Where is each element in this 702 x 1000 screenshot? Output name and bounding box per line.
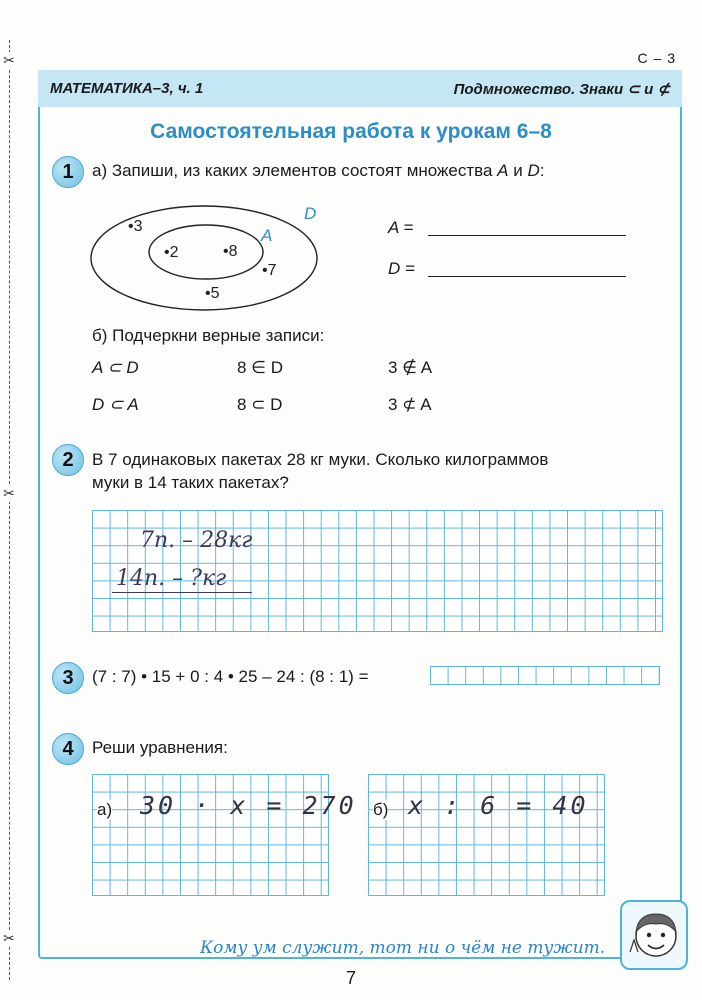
handwritten-line: 14п. – ?кг: [116, 566, 227, 591]
handwritten-line: 7п. – 28кг: [140, 528, 253, 553]
statement[interactable]: A ⊂ D: [92, 358, 139, 377]
set-d-ellipse: [91, 206, 317, 310]
task4-prompt: Реши уравнения:: [92, 738, 228, 757]
venn-diagram: [88, 200, 328, 315]
task-number-2: 2: [52, 444, 84, 476]
set-a-label: A: [261, 226, 273, 245]
venn-point: •8: [223, 243, 238, 260]
task-number-4: 4: [52, 733, 84, 765]
statement[interactable]: 8 ⊂ D: [237, 395, 283, 414]
task2-text-line2: муки в 14 таких пакетах?: [92, 473, 289, 492]
venn-point: •2: [164, 244, 179, 261]
work-code: С – 3: [637, 50, 676, 66]
equation-a: 30 · x = 270: [140, 791, 357, 820]
equation-a-label: а): [97, 800, 113, 819]
venn-point: •5: [205, 285, 220, 302]
scissors-icon: ✂: [0, 930, 18, 947]
venn-point: •7: [262, 262, 277, 279]
statement[interactable]: D ⊂ A: [92, 395, 139, 414]
page-title: Самостоятельная работа к урокам 6–8: [150, 120, 552, 143]
task2-text-line1: В 7 одинаковых пакетах 28 кг муки. Сколько килограммов: [92, 450, 549, 469]
equation-b: x : 6 = 40: [408, 791, 589, 820]
set-d-label: D: [304, 204, 317, 223]
statement[interactable]: 3 ⊄ A: [388, 395, 432, 414]
answer-d-line[interactable]: [428, 276, 626, 277]
task3-answer-cells[interactable]: [430, 666, 660, 685]
answer-d-label: D =: [388, 259, 415, 278]
header-band: [38, 70, 682, 107]
proverb: Кому ум служит, тот ни о чём не тужит.: [200, 938, 606, 958]
task3-expression: (7 : 7) • 15 + 0 : 4 • 25 – 24 : (8 : 1) =: [92, 667, 369, 686]
task-number-3: 3: [52, 662, 84, 694]
scissors-icon: ✂: [0, 52, 18, 69]
topic-title: Подмножество. Знаки ⊂ и ⊄: [453, 80, 670, 98]
answer-a-line[interactable]: [428, 235, 626, 236]
scissors-icon: ✂: [0, 485, 18, 502]
boy-mascot-icon: [620, 900, 688, 970]
book-title: МАТЕМАТИКА–3, ч. 1: [50, 80, 204, 97]
venn-point: •3: [128, 218, 143, 235]
cut-line: [9, 40, 10, 980]
statement[interactable]: 8 ∈ D: [237, 358, 283, 377]
equation-b-label: б): [373, 800, 389, 819]
page-number: 7: [345, 968, 356, 988]
task1-a-prompt: а) Запиши, из каких элементов состоят множества A и D:: [92, 161, 545, 180]
handwritten-underline: [112, 592, 252, 593]
statement[interactable]: 3 ∉ A: [388, 358, 433, 377]
answer-a-label: A =: [388, 218, 414, 237]
task1-b-prompt: б) Подчеркни верные записи:: [92, 326, 325, 345]
task-number-1: 1: [52, 156, 84, 188]
